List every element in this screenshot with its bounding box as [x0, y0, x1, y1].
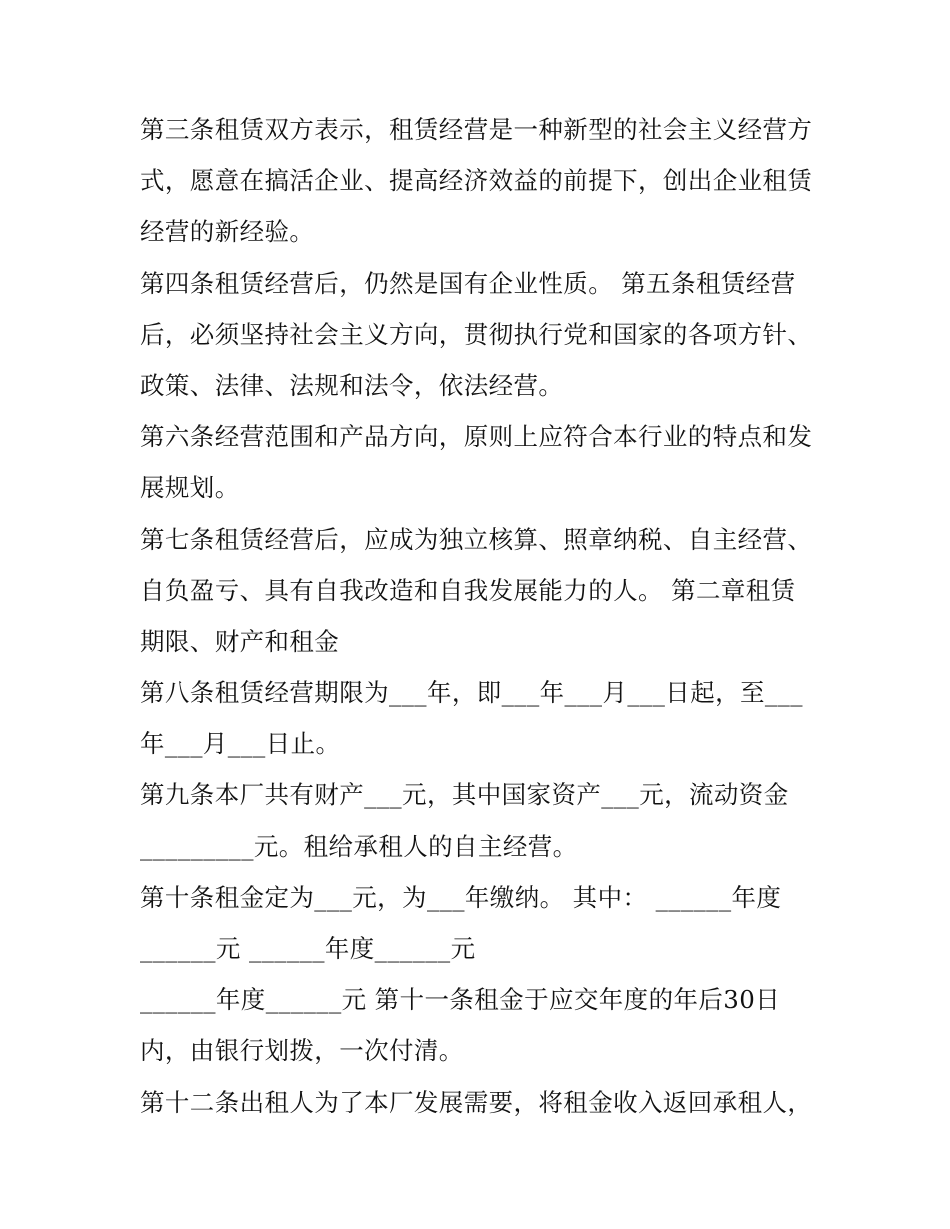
text-line: 第六条经营范围和产品方向，原则上应符合本行业的特点和发 [140, 422, 813, 452]
text-line: _________元。租给承租人的自主经营。 [140, 831, 578, 861]
text-line: 年___月___日止。 [140, 729, 341, 759]
text-line: 政策、法律、法规和法令，依法经营。 [140, 370, 564, 400]
text-line: 第三条租赁双方表示，租赁经营是一种新型的社会主义经营方 [140, 115, 813, 144]
text-line: 第四条租赁经营后，仍然是国有企业性质。 第五条租赁经营 [140, 268, 796, 298]
text-line: 第十二条出租人为了本厂发展需要，将租金收入返回承租人， [140, 1087, 813, 1117]
text-line: ______元 ______年度______元 [140, 934, 476, 963]
text-line: 经营的新经验。 [140, 217, 315, 247]
text-line: 第八条租赁经营期限为___年，即___年___月___日起，至___ [140, 678, 803, 708]
text-line: ______年度______元 第十一条租金于应交年度的年后30日 [140, 985, 781, 1015]
text-line: 展规划。 [140, 473, 240, 503]
text-line: 第九条本厂共有财产___元，其中国家资产___元，流动资金 [140, 780, 789, 810]
text-line: 内，由银行划拨，一次付清。 [140, 1036, 464, 1066]
text-line: 后，必须坚持社会主义方向，贯彻执行党和国家的各项方针、 [140, 319, 813, 349]
text-line: 第七条租赁经营后，应成为独立核算、照章纳税、自主经营、 [140, 524, 813, 554]
document-body [140, 104, 820, 1128]
text-line: 自负盈亏、具有自我改造和自我发展能力的人。 第二章租赁 [140, 575, 796, 605]
text-line: 期限、财产和租金 [140, 626, 340, 656]
text-line: 第十条租金定为___元，为___年缴纳。 其中： ______年度 [140, 882, 782, 912]
text-line: 式，愿意在搞活企业、提高经济效益的前提下，创出企业租赁 [140, 166, 813, 196]
